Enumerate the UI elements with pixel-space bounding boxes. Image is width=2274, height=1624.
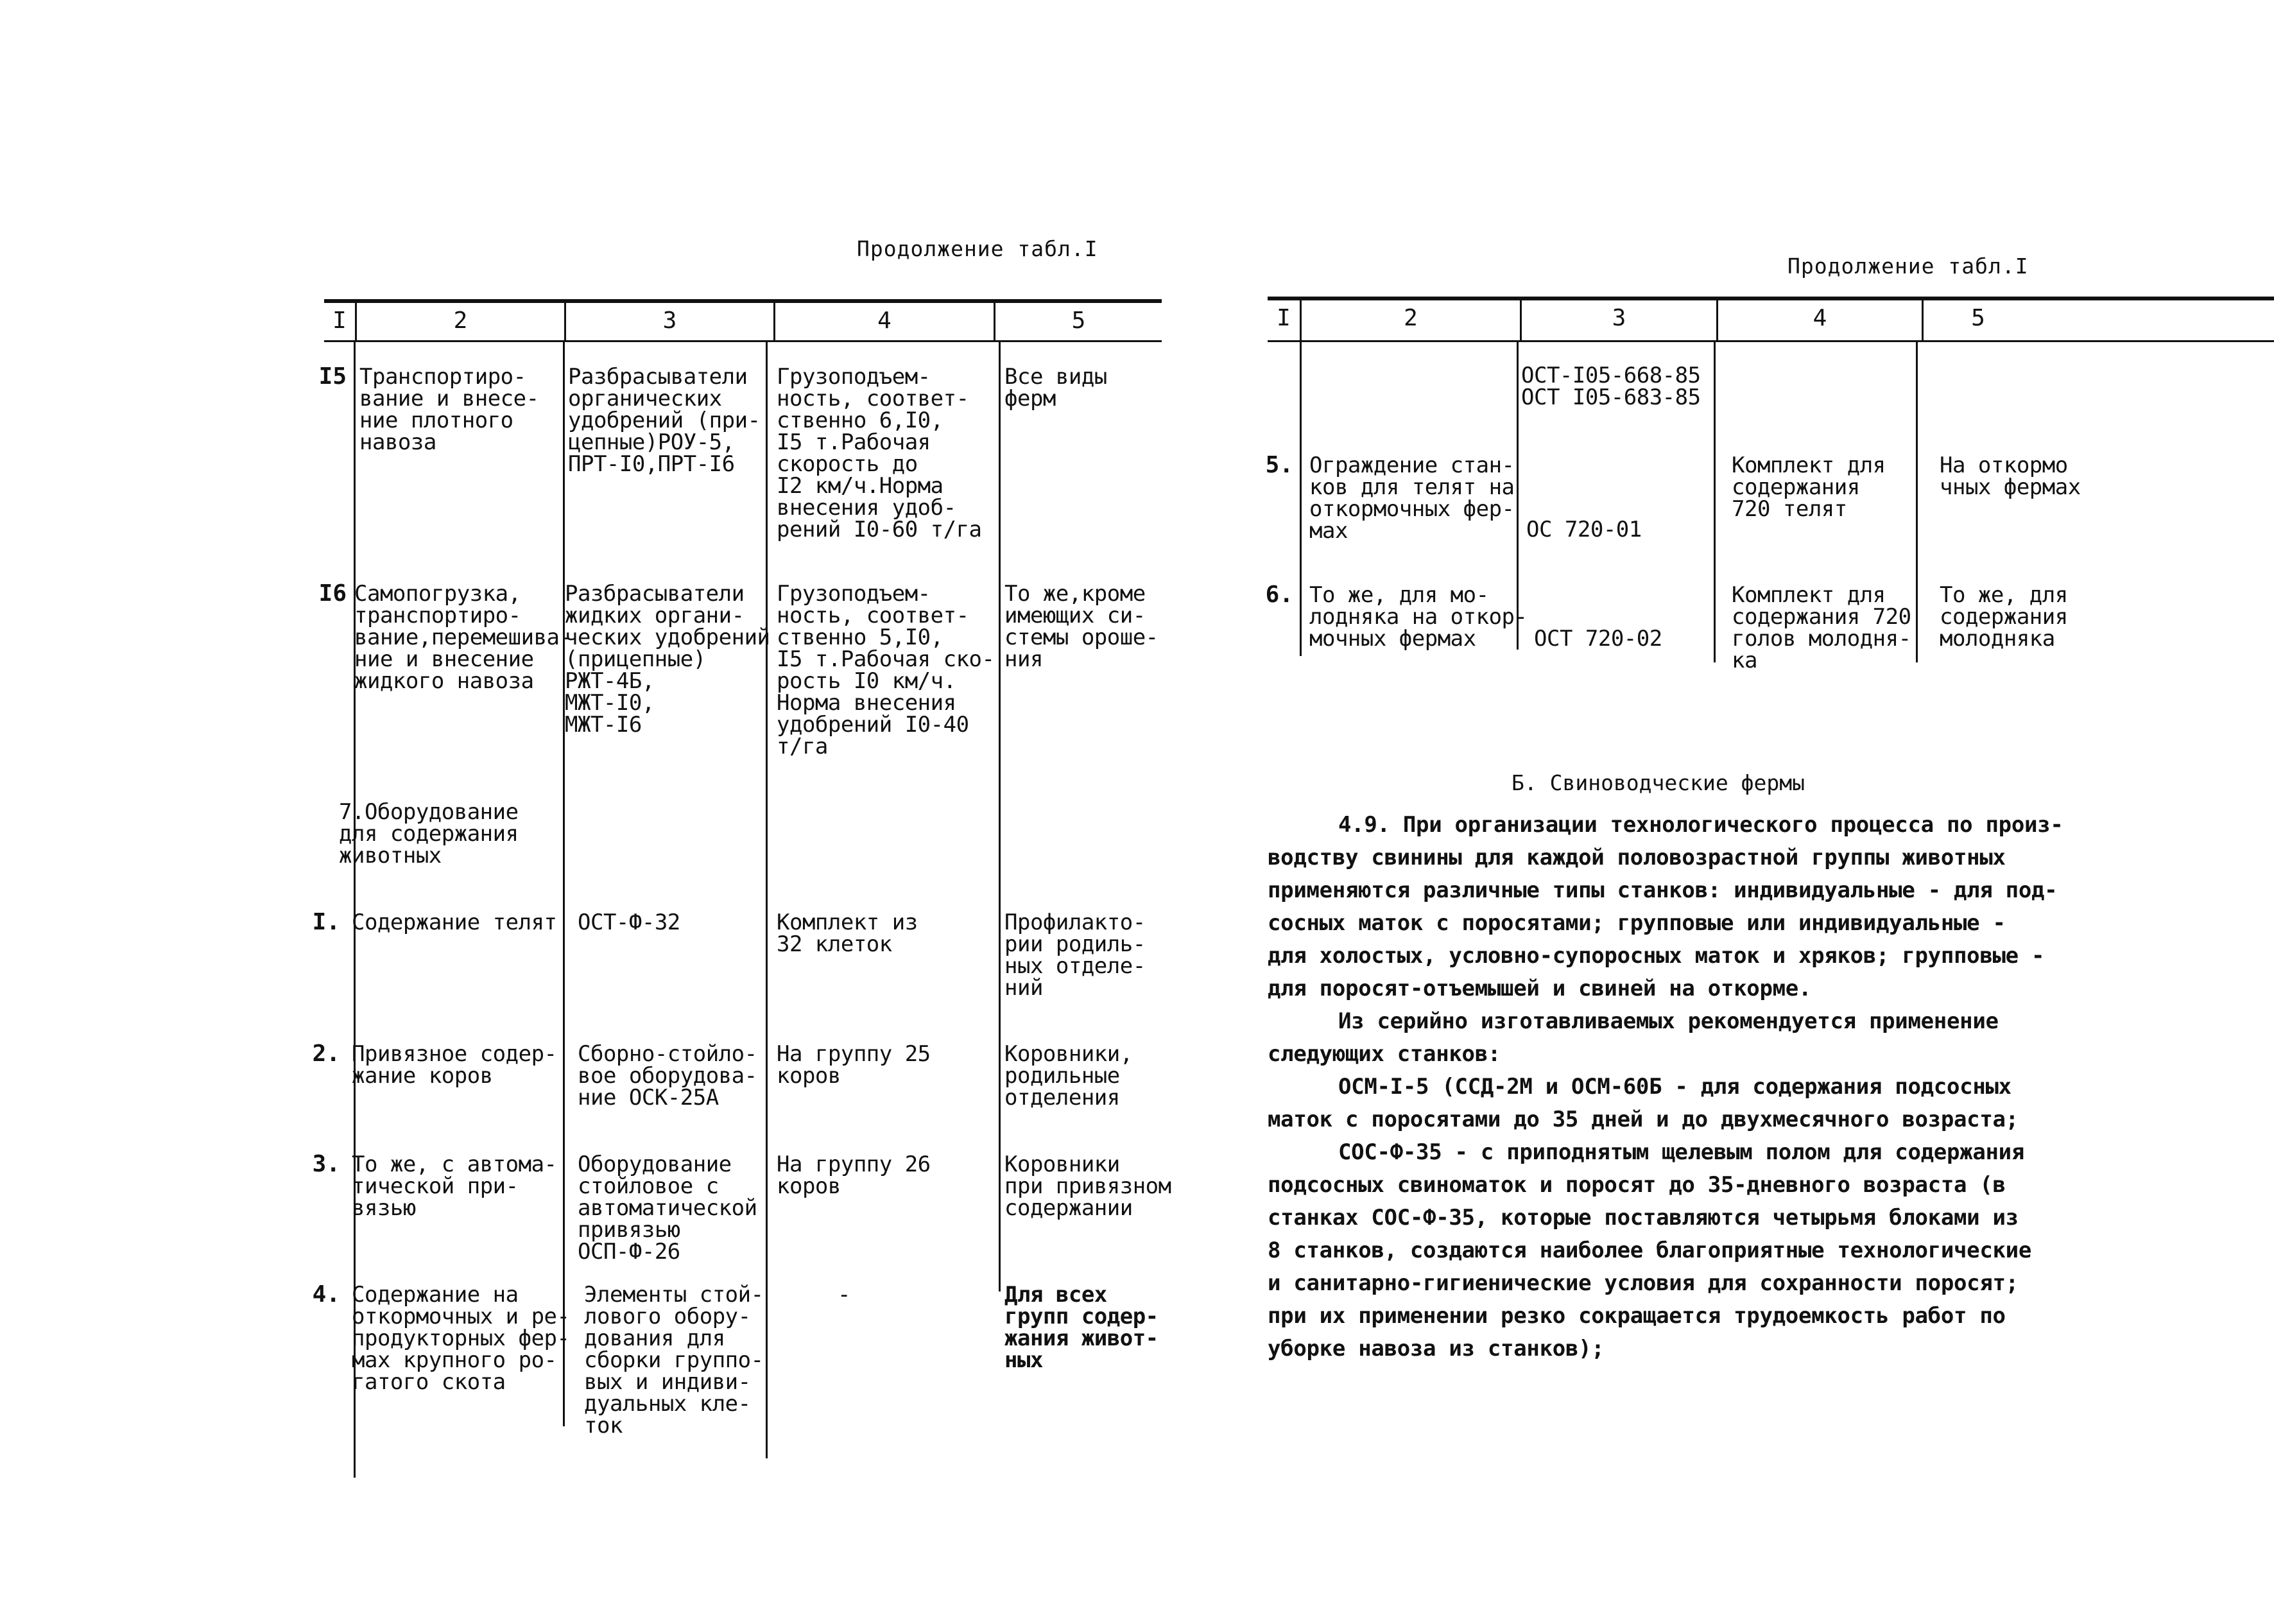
table-cell: На откормо чных фермах xyxy=(1940,453,2081,500)
left-header-col-2: 2 xyxy=(453,307,468,334)
paragraph-line: для холостых, условно-супоросных маток и хряков; групповые - xyxy=(1268,943,2045,969)
row-number: 4. xyxy=(312,1281,340,1308)
table-cell: Транспортиро- вание и внесе- ние плотного навоза xyxy=(359,364,539,455)
table-cell: То же,кроме имеющих си- стемы ороше- ния xyxy=(1004,581,1159,672)
left-header-divider xyxy=(994,303,995,341)
table-cell: Для всех групп содер- жания живот- ных xyxy=(1004,1282,1159,1373)
table-cell: На группу 26 коров xyxy=(777,1152,931,1199)
table-cell: Оборудование стойловое с автоматической привязью ОСП-Ф-26 xyxy=(578,1152,757,1265)
row-number: 6. xyxy=(1265,582,1293,608)
paragraph-line: водству свинины для каждой половозрастной группы животных xyxy=(1268,845,2006,870)
table-cell: ОСТ 720-02 xyxy=(1534,626,1662,652)
left-table-caption: Продолжение табл.I xyxy=(857,236,1098,261)
paragraph-line: маток с поросятами до 35 дней и до двухмесячного возраста; xyxy=(1268,1107,2019,1132)
left-header-col-1: I xyxy=(332,307,347,334)
table-cell: ОСТ-Ф-32 xyxy=(578,910,680,935)
table-cell: Разбрасыватели жидких органи- ческих удобрений (прицепные) РЖТ-4Б, МЖТ-I0, МЖТ-I6 xyxy=(565,581,770,738)
paragraph-line: подсосных свиноматок и поросят до 35-дневного возраста (в xyxy=(1268,1172,2006,1198)
table-cell: Содержание телят xyxy=(352,910,557,935)
right-column-divider xyxy=(1300,341,1302,656)
left-column-divider xyxy=(563,341,565,1426)
paragraph-line: следующих станков: xyxy=(1268,1041,1501,1067)
paragraph-line: сосных маток с поросятами; групповые или индивидуальные - xyxy=(1268,910,2006,936)
right-header-divider xyxy=(1922,300,1924,341)
table-cell: Комплект для содержания 720 телят xyxy=(1732,453,1886,522)
right-header-divider xyxy=(1716,300,1718,341)
paragraph-line: при их применении резко сокращается трудоемкость работ по xyxy=(1268,1303,2006,1329)
table-cell: Грузоподъем- ность, соответ- ственно 6,I0, I5 т.Рабочая скорость до I2 км/ч.Норма внесения удоб- рений I0-60 т/га xyxy=(777,364,982,542)
table-cell: Комплект из 32 клеток xyxy=(777,910,918,957)
table-cell: Разбрасыватели органических удобрений (при- цепные)РОУ-5, ПРТ-I0,ПРТ-I6 xyxy=(568,364,761,477)
table-cell: Грузоподъем- ность, соответ- ственно 5,I0, I5 т.Рабочая ско- рость I0 км/ч. Норма внесения удобрений I0-40 т/га xyxy=(777,581,995,759)
right-header-col-4: 4 xyxy=(1813,305,1827,331)
table-cell: То же, для содержания молодняка xyxy=(1940,582,2068,652)
left-column-divider xyxy=(766,341,768,1458)
paragraph-line: ОСМ-I-5 (ССД-2М и ОСМ-60Б - для содержания подсосных xyxy=(1338,1074,2011,1100)
right-header-col-1: I xyxy=(1277,305,1291,331)
row-number: I5 xyxy=(318,363,347,390)
right-table-header xyxy=(1268,300,2274,342)
row-number: I6 xyxy=(318,580,347,607)
table-cell: Коровники, родильные отделения xyxy=(1004,1041,1133,1110)
table-cell: Ограждение стан- ков для телят на откормочных фер- мах xyxy=(1309,453,1515,544)
row-number: 3. xyxy=(312,1151,340,1177)
table-cell: Содержание на откормочных и ре- продукторных фер- мах крупного ро- гатого скота xyxy=(352,1282,570,1395)
table-cell: Самопогрузка, транспортиро- вание,перемешива- ние и внесение жидкого навоза xyxy=(354,581,573,694)
row-number: 5. xyxy=(1265,452,1293,478)
paragraph-line: для поросят-отъемышей и свиней на откорме. xyxy=(1268,976,1812,1001)
table-cell: Комплект для содержания 720 голов молодня- ка xyxy=(1732,582,1911,673)
table-cell: 7.Оборудование для содержания животных xyxy=(339,799,519,868)
left-header-col-5: 5 xyxy=(1071,307,1086,334)
row-number: 2. xyxy=(312,1041,340,1067)
left-table-header xyxy=(324,303,1162,342)
left-header-divider xyxy=(773,303,775,341)
table-cell: Все виды ферм xyxy=(1004,364,1107,411)
right-header-col-2: 2 xyxy=(1404,305,1418,331)
right-column-divider xyxy=(1916,341,1918,662)
table-cell: ОСТ-I05-668-85 ОСТ I05-683-85 xyxy=(1521,363,1701,410)
table-cell: То же, с автома- тической при- вязью xyxy=(352,1152,557,1221)
paragraph-line: Из серийно изготавливаемых рекомендуется применение xyxy=(1338,1008,1999,1034)
table-cell: Коровники при привязном содержании xyxy=(1004,1152,1171,1221)
left-header-col-3: 3 xyxy=(662,307,677,334)
paragraph-line: 8 станков, создаются наиболее благоприятные технологические xyxy=(1268,1238,2032,1263)
left-header-divider xyxy=(355,303,357,341)
paragraph-line: уборке навоза из станков); xyxy=(1268,1336,1605,1361)
right-header-col-5: 5 xyxy=(1971,305,1985,331)
left-column-divider xyxy=(999,341,1001,1291)
paragraph-line: и санитарно-гигиенические условия для сохранности поросят; xyxy=(1268,1270,2019,1296)
paragraph-line: СОС-Ф-35 - с приподнятым щелевым полом для содержания xyxy=(1338,1139,2024,1165)
table-cell: Сборно-стойло- вое оборудова- ние ОСК-25А xyxy=(578,1041,757,1110)
section-title: Б. Свиноводческие фермы xyxy=(1512,770,1805,795)
table-cell: На группу 25 коров xyxy=(777,1041,931,1089)
paragraph-line: применяются различные типы станков: индивидуальные - для под- xyxy=(1268,877,2058,903)
table-cell: Профилакто- рии родиль- ных отделе- ний xyxy=(1004,910,1146,1001)
right-header-divider xyxy=(1300,300,1302,341)
left-header-divider xyxy=(564,303,566,341)
row-number: I. xyxy=(312,909,340,935)
table-cell: ОС 720-01 xyxy=(1526,517,1642,542)
right-header-col-3: 3 xyxy=(1612,305,1626,331)
paragraph-line: 4.9. При организации технологического процесса по произ- xyxy=(1338,812,2063,838)
right-table-caption: Продолжение табл.I xyxy=(1787,254,2029,279)
table-cell: То же, для мо- лодняка на откор- мочных фермах xyxy=(1309,582,1528,652)
left-header-col-4: 4 xyxy=(877,307,892,334)
table-cell: Элементы стой- лового обору- дования для сборки группо- вых и индиви- дуальных кле- ток xyxy=(584,1282,764,1438)
right-column-divider xyxy=(1714,341,1716,662)
table-cell: - xyxy=(838,1282,850,1308)
paragraph-line: станках СОС-Ф-35, которые поставляются четырьмя блоками из xyxy=(1268,1205,2019,1231)
table-cell: Привязное содер- жание коров xyxy=(352,1041,557,1089)
right-header-divider xyxy=(1520,300,1522,341)
